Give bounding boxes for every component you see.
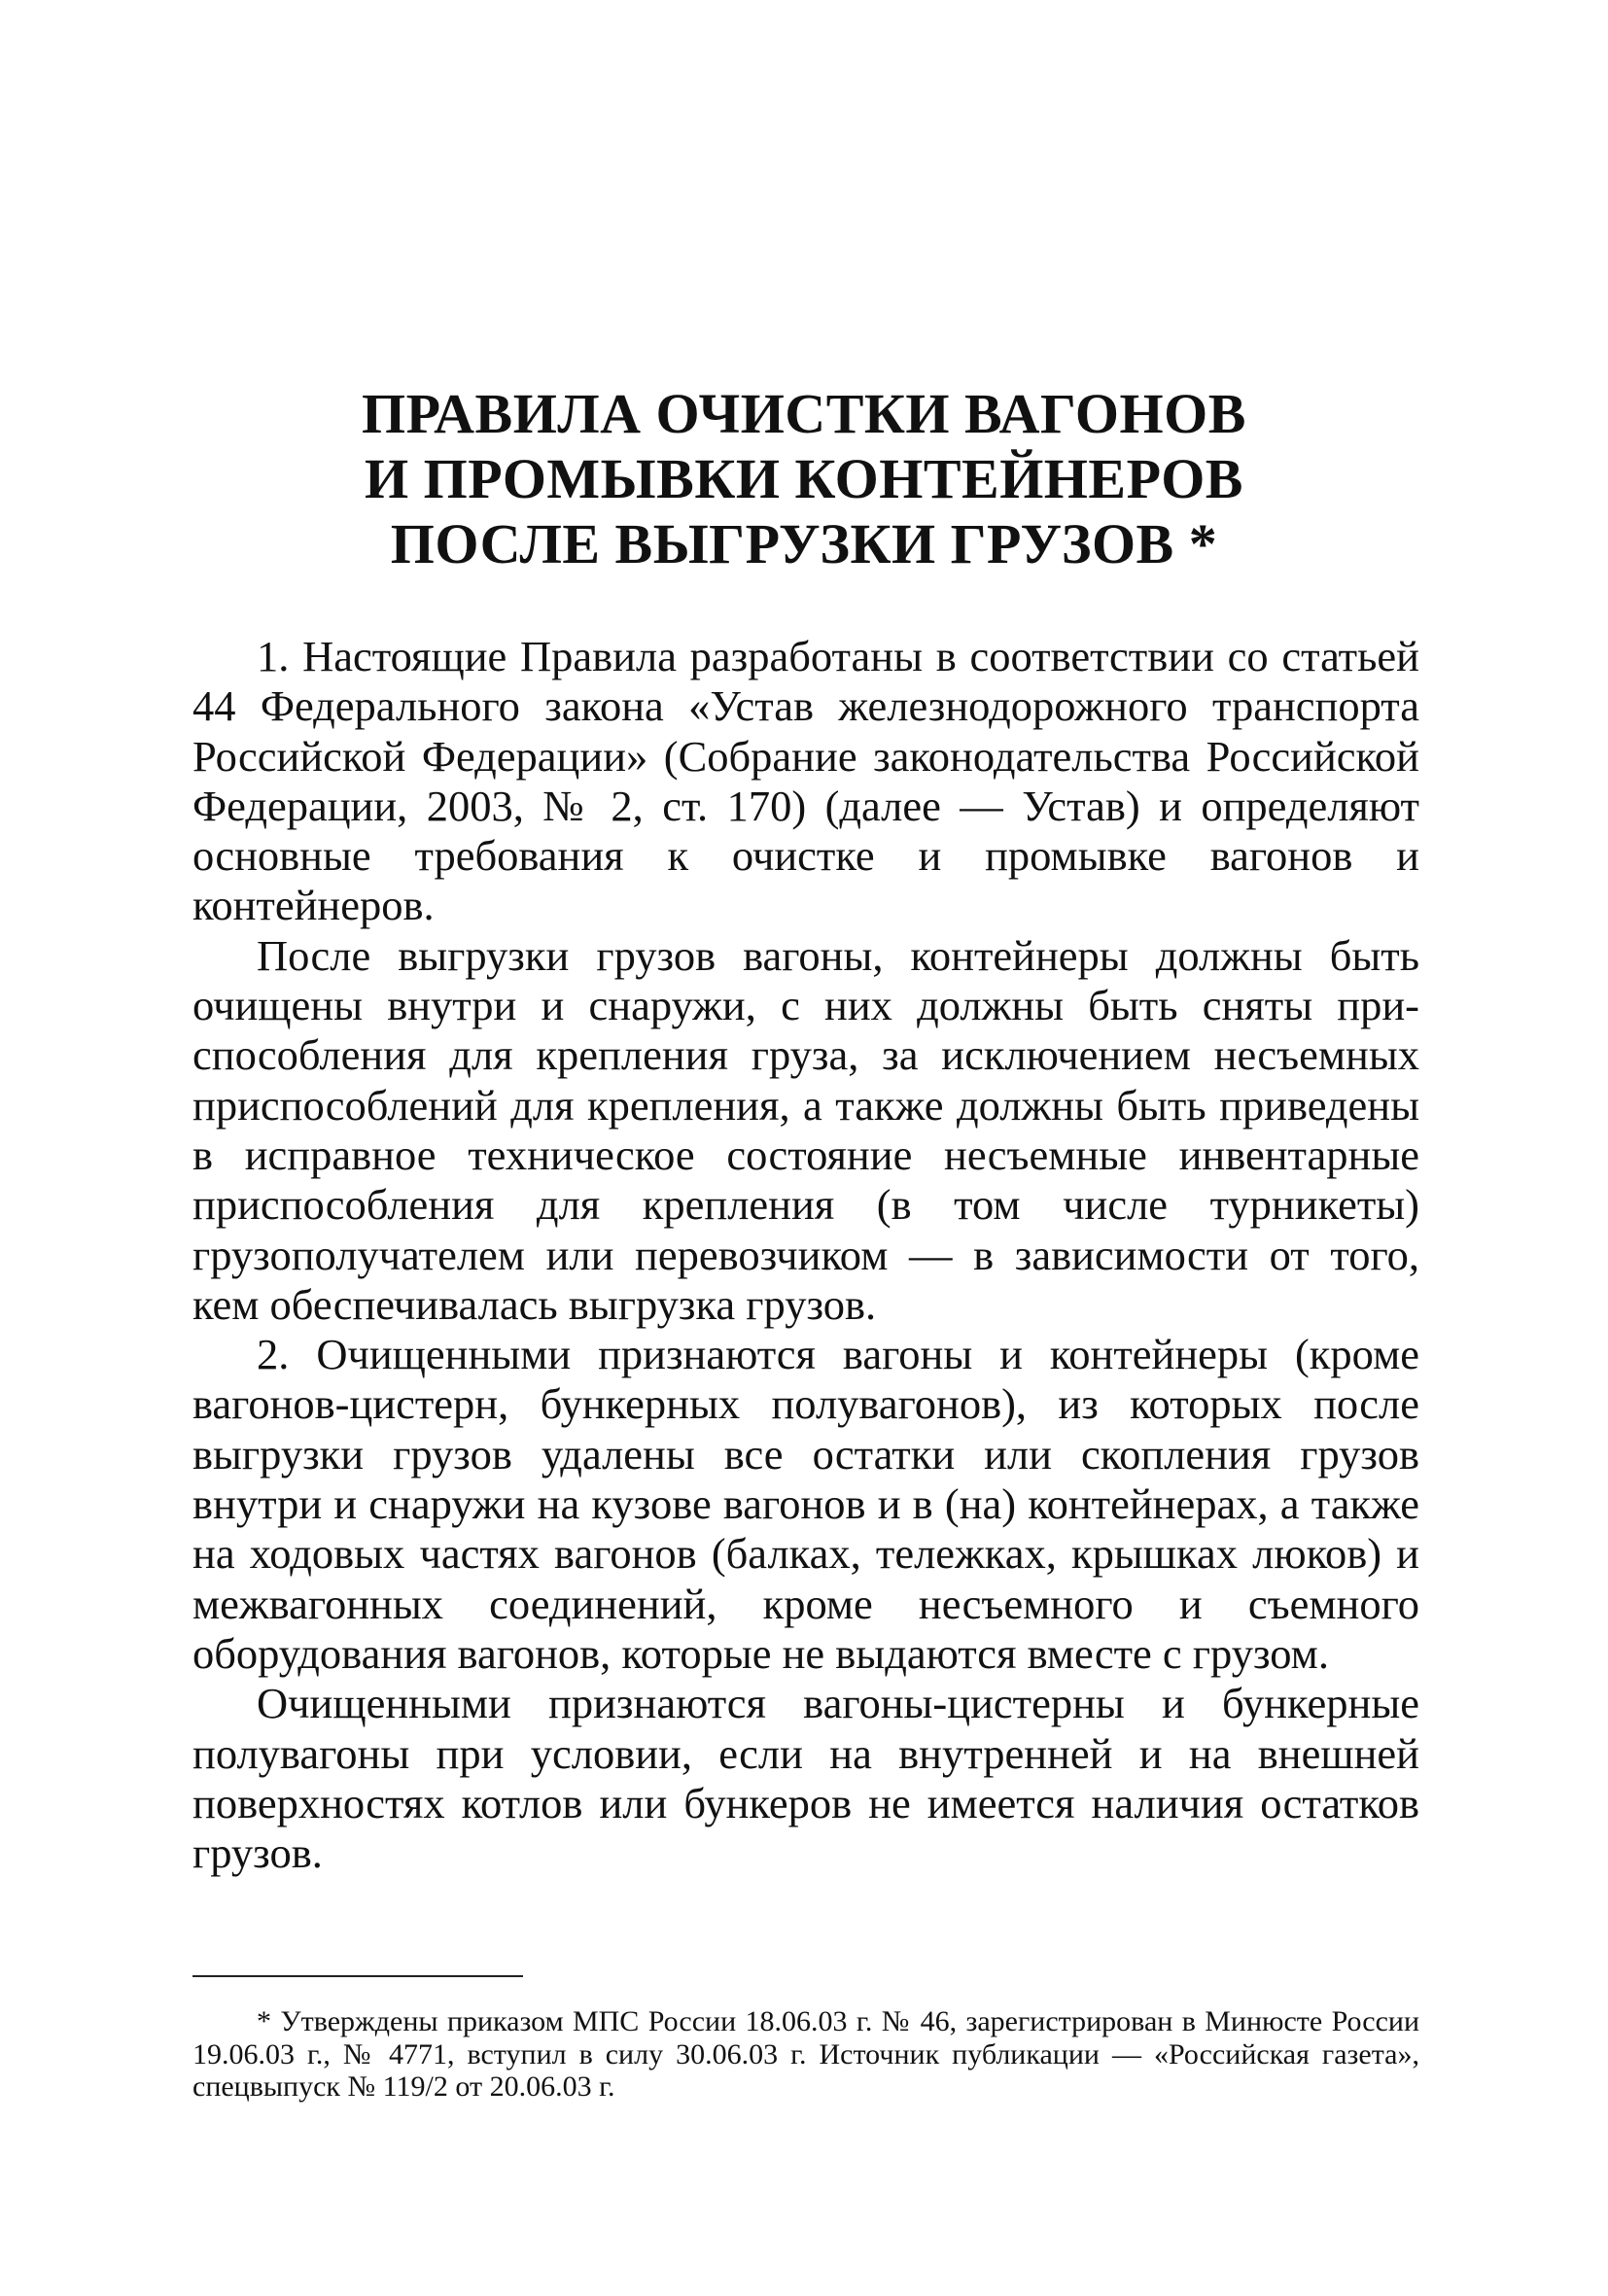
- paragraph-3: 2. Очищенными признаются вагоны и контейнеры (кроме вагонов-цистерн, бункерных полувагонов), из которых после выгрузки грузов удалены все остатки или скопления грузов внутри и снаружи на кузове вагонов и в (на) контейнерах, а также на ходовых частях вагонов (балках, тележках, крышках люков) и межвагонных соединений, кроме несъемного и съемного оборудования вагонов, которые не выдаются вместе с грузом.: [192, 1330, 1419, 1678]
- title-line-1: ПРАВИЛА ОЧИСТКИ ВАГОНОВ: [362, 382, 1246, 445]
- paragraph-1: 1. Настоящие Правила разработаны в соответствии со статьей 44 Федерального закона «Устав железнодорожного транспорта Российской Федерации» (Собрание законодательства Российской Федерации, 2003, № 2, ст. 170) (далее — Устав) и определяют основные требования к очистке и промывке вагонов и контейнеров.: [192, 632, 1419, 930]
- footnote: * Утверждены приказом МПС России 18.06.03 г. № 46, зарегистрирован в Минюсте России 19.06.03 г., № 4771, вступил в силу 30.06.03 г. Источник публикации — «Российская газета», спецвыпуск № 119/2 от 20.06.03 г.: [192, 2005, 1419, 2103]
- paragraph-4: Очищенными признаются вагоны-цистерны и бункерные полувагоны при условии, если на внутренней и на внешней поверхностях котлов или бункеров не имеется наличия остатков грузов.: [192, 1679, 1419, 1878]
- document-title: [0, 381, 1608, 576]
- paragraph-2: После выгрузки грузов вагоны, контейнеры должны быть очищены внутри и снаружи, с них должны быть сняты приспособления для крепления груза, за исключением несъемных приспособлений для крепления, а также должны быть приведены в исправное техническое состояние несъемные инвентарные приспособления для крепления (в том числе турникеты) грузополучателем или перевозчиком — в зависимости от того, кем обеспечивалась выгрузка грузов.: [192, 930, 1419, 1329]
- document-body: [192, 632, 1419, 1878]
- title-line-3: ПОСЛЕ ВЫГРУЗКИ ГРУЗОВ *: [390, 512, 1218, 575]
- footnote-divider: [192, 1975, 523, 1977]
- title-line-2: И ПРОМЫВКИ КОНТЕЙНЕРОВ: [365, 447, 1243, 510]
